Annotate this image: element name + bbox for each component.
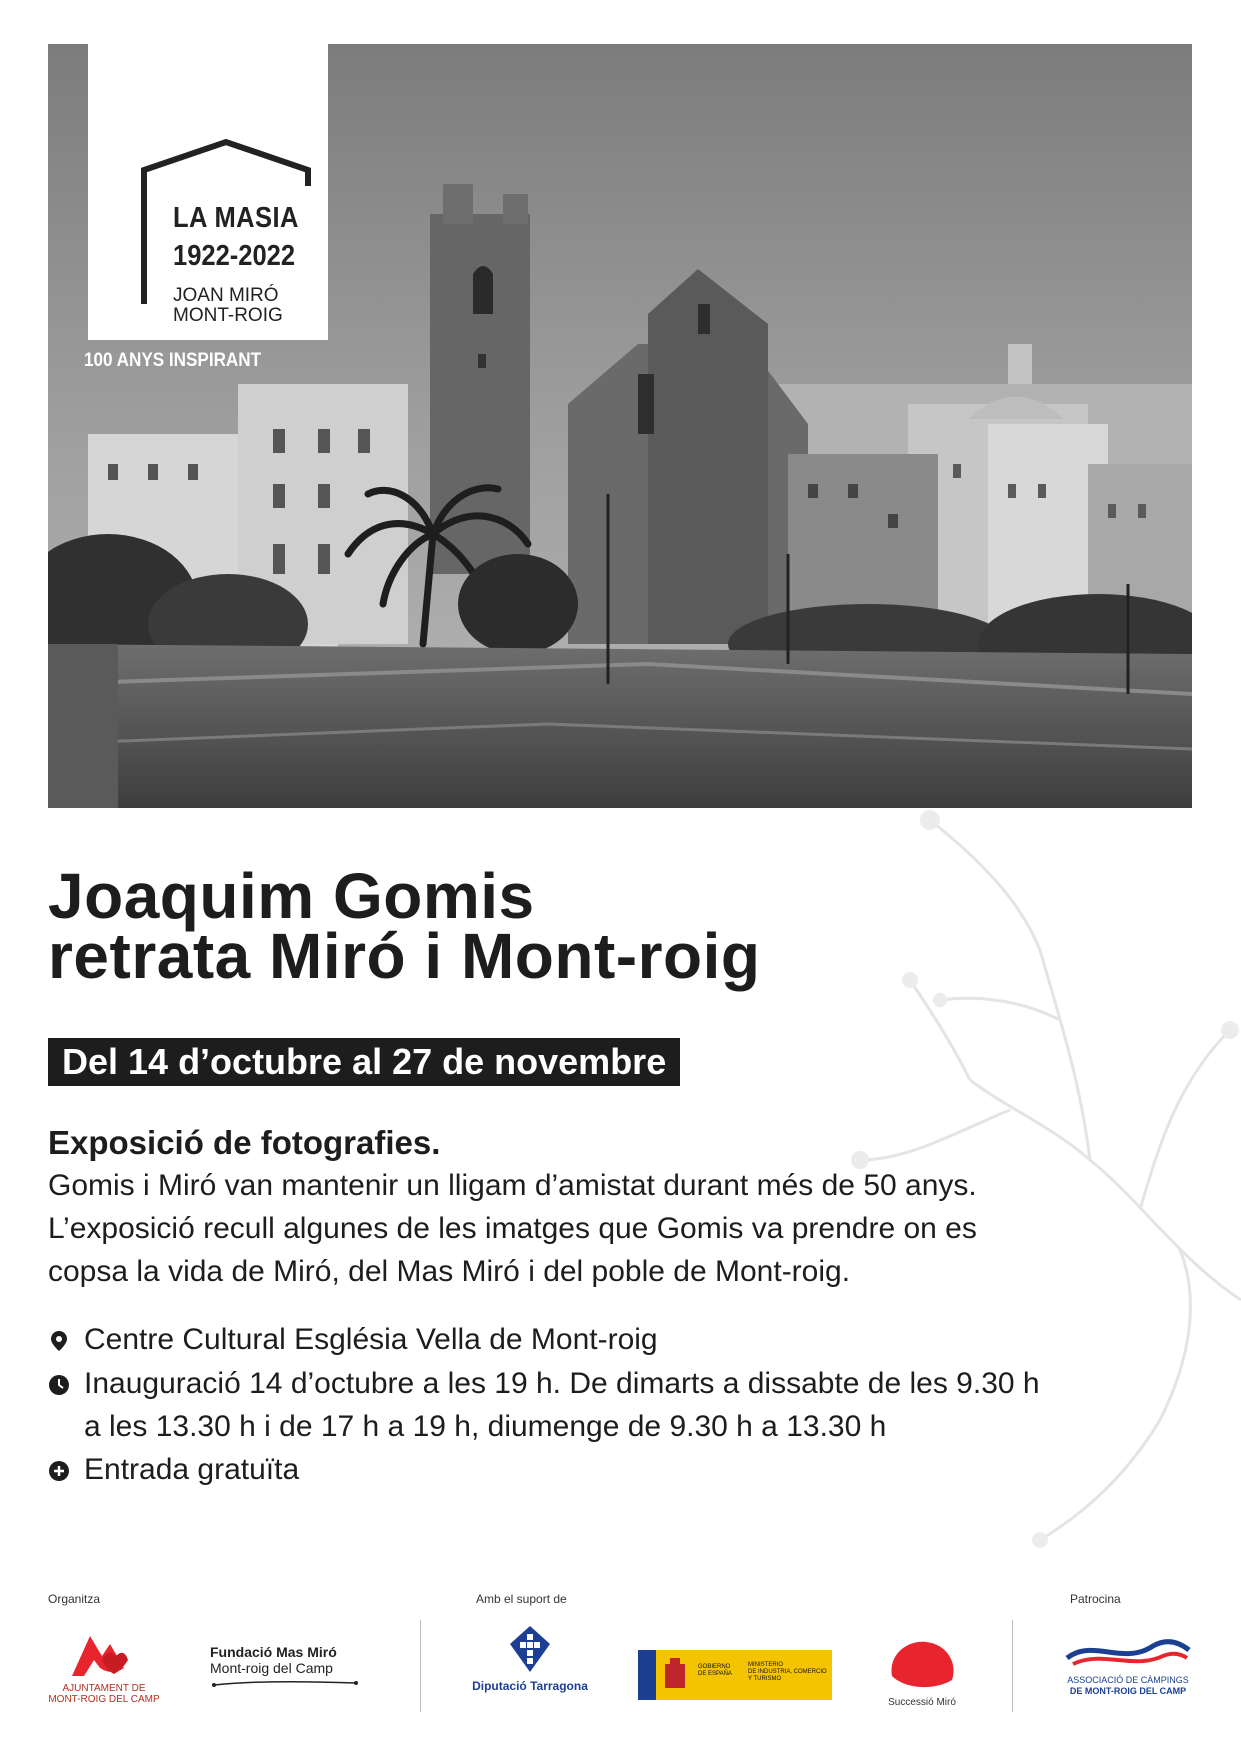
gobierno-text [698, 1664, 732, 1678]
fundacio-name: Fundació Mas Miró [210, 1644, 337, 1660]
successio-miro-logo [880, 1636, 964, 1708]
plus-circle-icon [48, 1460, 70, 1482]
diputacio-logo [468, 1624, 592, 1693]
entry-text: Entrada gratuïta [84, 1453, 300, 1486]
exhibition-subtitle: Exposició de fotografies. [48, 1124, 441, 1161]
campings-logo [1058, 1636, 1198, 1697]
ajuntament-logo [44, 1630, 164, 1705]
support-label: Amb el suport de [476, 1592, 567, 1606]
location-pin-icon [48, 1330, 70, 1352]
info-location [48, 1318, 1208, 1361]
campings-line-1: ASSOCIACIÓ DE CÀMPINGS [1067, 1675, 1189, 1685]
hours-line-1: Inauguració 14 d’octubre a les 19 h. De dimarts a dissabte de les 9.30 h [84, 1367, 1040, 1400]
logo-years: 1922-2022 [173, 240, 296, 272]
hours-line-2: a les 13.30 h i de 17 h a 19 h, diumenge de 9.30 h a 13.30 h [84, 1410, 887, 1443]
gobierno-ministerio-logo [638, 1650, 832, 1700]
organizer-label: Organitza [48, 1592, 101, 1606]
sponsor-label: Patrocina [1070, 1592, 1121, 1606]
gobierno-line: DE ESPAÑA [698, 1671, 732, 1677]
location-text: Centre Cultural Església Vella de Mont-roig [84, 1323, 658, 1356]
title-line-2: retrata Miró i Mont-roig [48, 920, 761, 992]
clock-icon [48, 1374, 70, 1396]
ministerio-line: DE INDUSTRIA, COMERCIO [748, 1669, 827, 1675]
fundacio-place: Mont-roig del Camp [210, 1660, 333, 1676]
logo-line-artist: JOAN MIRÓ [173, 285, 279, 306]
waves-logo-icon [1063, 1636, 1193, 1670]
mountain-heart-logo-icon [44, 1630, 164, 1678]
description [48, 1164, 1208, 1293]
title-line-1: Joaquim Gomis [48, 860, 535, 932]
divider [1012, 1620, 1013, 1712]
logo-title: LA MASIA [173, 202, 299, 234]
ajuntament-caption-1: AJUNTAMENT DE [62, 1683, 146, 1694]
campings-line-2: DE MONT-ROIG DEL CAMP [1069, 1686, 1187, 1696]
logo-tagline: 100 ANYS INSPIRANT [84, 350, 262, 371]
ajuntament-caption-2: MONT-ROIG DEL CAMP [48, 1694, 160, 1705]
description-line: Gomis i Miró van mantenir un lligam d’amistat durant més de 50 anys. [48, 1169, 977, 1202]
fundacio-mas-miro-logo [210, 1644, 380, 1694]
logo-line-place: MONT-ROIG [173, 305, 283, 326]
la-masia-logo [88, 44, 328, 340]
description-line: L’exposició recull algunes de les imatges que Gomis va prendre on es [48, 1212, 977, 1245]
coat-of-arms-icon [662, 1658, 688, 1692]
description-line: copsa la vida de Miró, del Mas Miró i del poble de Mont-roig. [48, 1255, 851, 1288]
page-title [48, 860, 761, 992]
successio-name: Successió Miró [888, 1697, 956, 1708]
ministerio-text [748, 1662, 827, 1683]
gobierno-line: GOBIERNO [698, 1664, 731, 1670]
signature-line-icon [210, 1677, 360, 1689]
divider [420, 1620, 421, 1712]
ministerio-line: MINISTERIO [748, 1662, 784, 1668]
info-hours [48, 1362, 1208, 1448]
diputacio-name: Diputació Tarragona [472, 1679, 588, 1693]
date-banner: Del 14 d’octubre al 27 de novembre [48, 1038, 680, 1086]
sponsors-footer [0, 1580, 1241, 1754]
info-entry [48, 1448, 1208, 1491]
red-sun-icon [886, 1636, 958, 1692]
village-photo [48, 44, 1192, 808]
diputacio-crest-icon [508, 1624, 552, 1674]
eu-flag [638, 1650, 656, 1700]
ministerio-line: Y TURISMO [748, 1676, 782, 1682]
